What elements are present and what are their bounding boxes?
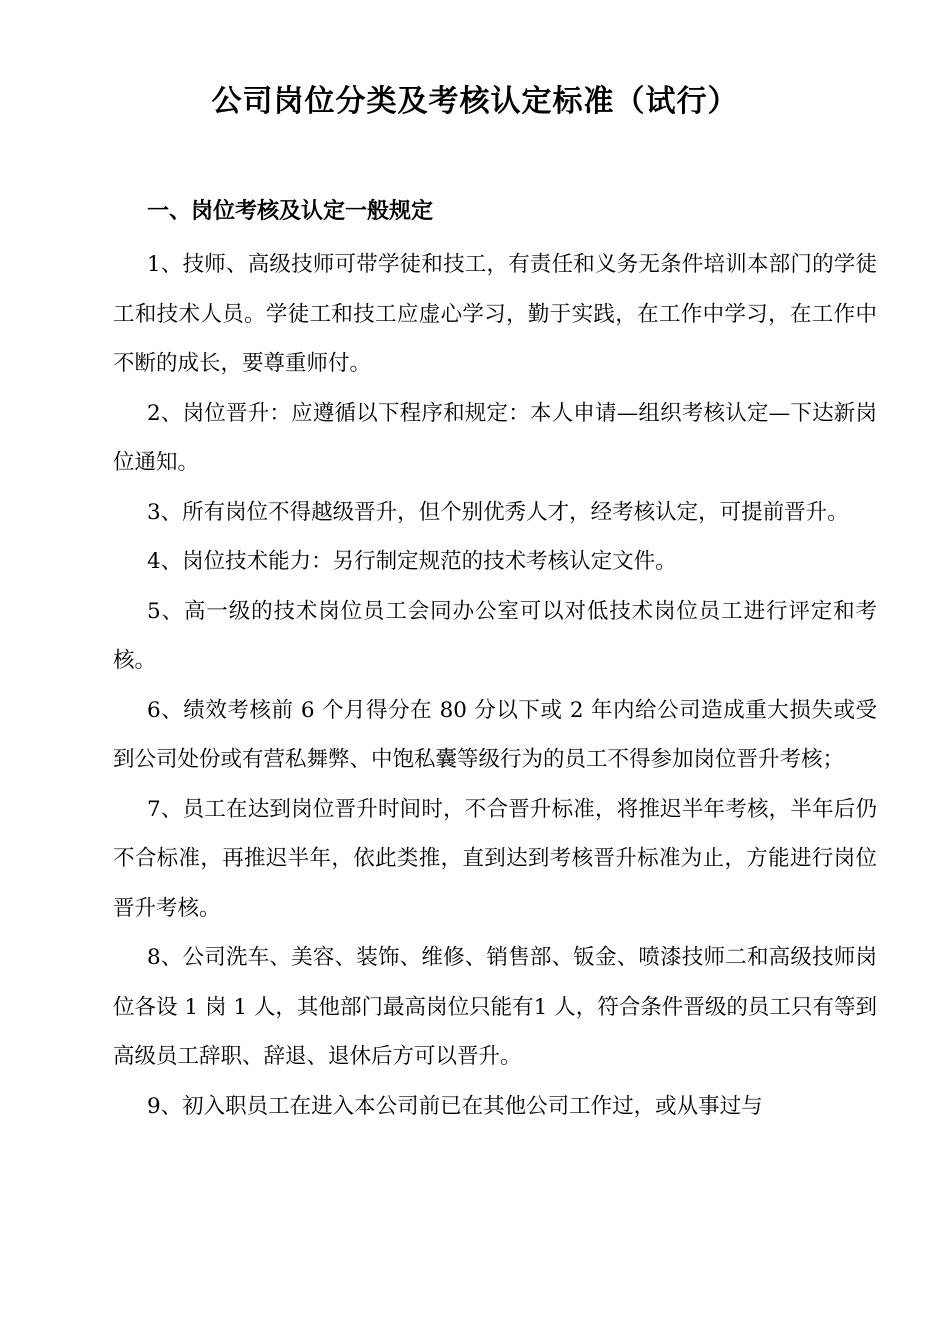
paragraph-7: 7、员工在达到岗位晋升时间时，不合晋升标准，将推迟半年考核，半年后仍不合标准，再推迟半年，依此类推，直到达到考核晋升标准为止，方能进行岗位晋升考核。 [113,796,877,921]
paragraph-1: 1、技师、高级技师可带学徒和技工，有责任和义务无条件培训本部门的学徒工和技术人员。学徒工和技工应虚心学习，勤于实践，在工作中学习，在工作中不断的成长，要尊重师付。 [113,252,877,376]
paragraph-8: 8、公司洗车、美容、装饰、维修、销售部、钣金、喷漆技师二和高级技师岗位各设 1 岗 1 人，其他部门最高岗位只能有1 人，符合条件晋级的员工只有等到高级员工辞职、辞退、退休后方可以晋升。 [113,945,877,1069]
paragraph-9: 9、初入职员工在进入本公司前已在其他公司工作过，或从事过与 [147,1093,763,1119]
document-body [113,240,877,1131]
paragraph-3: 3、所有岗位不得越级晋升，但个别优秀人才，经考核认定，可提前晋升。 [147,499,849,525]
paragraph-2: 2、岗位晋升：应遵循以下程序和规定：本人申请—组织考核认定—下达新岗位通知。 [113,400,877,475]
paragraph-4: 4、岗位技术能力：另行制定规范的技术考核认定文件。 [147,549,677,574]
paragraph-6: 6、绩效考核前 6 个月得分在 80 分以下或 2 年内给公司造成重大损失或受到公司处份或有营私舞弊、中饱私囊等级行为的员工不得参加岗位晋升考核； [113,697,877,772]
document-title: 公司岗位分类及考核认定标准（试行） [211,84,739,119]
section-heading: 一、岗位考核及认定一般规定 [147,199,434,224]
paragraph-5: 5、高一级的技术岗位员工会同办公室可以对低技术岗位员工进行评定和考核。 [113,598,877,673]
